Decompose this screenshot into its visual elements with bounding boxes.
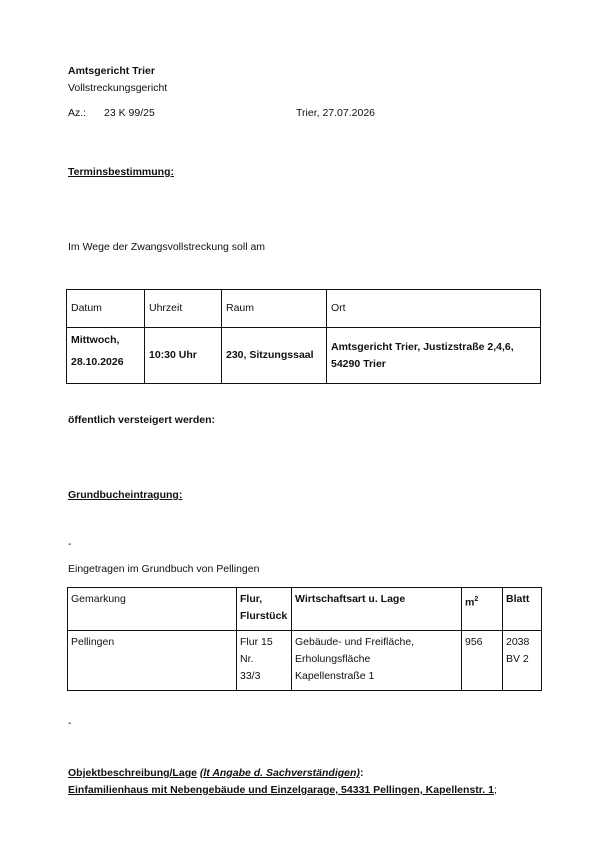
objekt-line2-end: ; [493,784,497,796]
header-uhrzeit: Uhrzeit [145,290,222,328]
wirtschaft-line2: Erholungsfläche [295,653,371,665]
header-raum: Raum [222,290,327,328]
intro-text: Im Wege der Zwangsvollstreckung soll am [68,241,266,253]
place-date: Trier, 27.07.2026 [296,107,375,119]
objekt-colon: : [359,767,364,779]
heading-termin: Terminsbestimmung: [68,166,174,178]
header-flur [237,588,292,631]
eingetragen-text: Eingetragen im Grundbuch von Pellingen [68,563,260,575]
blatt-line1: 2038 [506,636,530,648]
cell-blatt [503,631,542,691]
cell-m2: 956 [462,631,503,691]
cell-gemarkung: Pellingen [68,631,237,691]
objekt-label: Objektbeschreibung/Lage [68,767,197,779]
datum-date: 28.10.2026 [71,356,124,368]
objekt-note: (lt Angabe d. Sachverständigen) [199,767,360,779]
header-m2 [462,588,503,631]
versteigert-text: öffentlich versteigert werden: [68,414,216,426]
header-gemarkung: Gemarkung [68,588,237,631]
header-blatt: Blatt [503,588,542,631]
court-department: Vollstreckungsgericht [68,82,168,94]
header-flur-line2: Flurstück [240,610,288,622]
cell-ort [327,328,541,384]
header-wirtschaft: Wirtschaftsart u. Lage [292,588,462,631]
cell-wirtschaft [292,631,462,691]
cell-flur [237,631,292,691]
ort-line1: Amtsgericht Trier, Justizstraße 2,4,6, [331,340,514,353]
court-name: Amtsgericht Trier [68,65,155,77]
wirtschaft-line3: Kapellenstraße 1 [295,670,375,682]
dash-separator: - [68,538,72,550]
wirtschaft-line1: Gebäude- und Freifläche, [295,636,415,648]
dash-separator-2: - [68,717,72,729]
objekt-heading [68,767,363,779]
header-ort: Ort [327,290,541,328]
blatt-line2: BV 2 [506,653,529,665]
cell-uhrzeit: 10:30 Uhr [145,328,222,384]
header-m: m [465,596,475,609]
flur-line2: 33/3 [240,670,261,682]
heading-grundbuch: Grundbucheintragung: [68,489,183,501]
flur-line1: Flur 15 Nr. [240,636,273,665]
az-label: Az.: [68,107,87,119]
cell-raum: 230, Sitzungssaal [222,328,327,384]
header-m-sup: 2 [474,596,479,603]
termin-table [66,289,541,384]
header-datum: Datum [67,290,145,328]
ort-line2: 54290 Trier [331,357,386,370]
cell-datum [67,328,145,384]
grundbuch-table [67,587,542,691]
datum-weekday: Mittwoch, [71,334,120,346]
objekt-line2: Einfamilienhaus mit Nebengebäude und Einzelgarage, 54331 Pellingen, Kapellenstr. 1 [68,784,494,796]
header-flur-line1: Flur, [240,593,263,605]
objekt-description [68,784,497,796]
az-value: 23 K 99/25 [104,107,155,119]
